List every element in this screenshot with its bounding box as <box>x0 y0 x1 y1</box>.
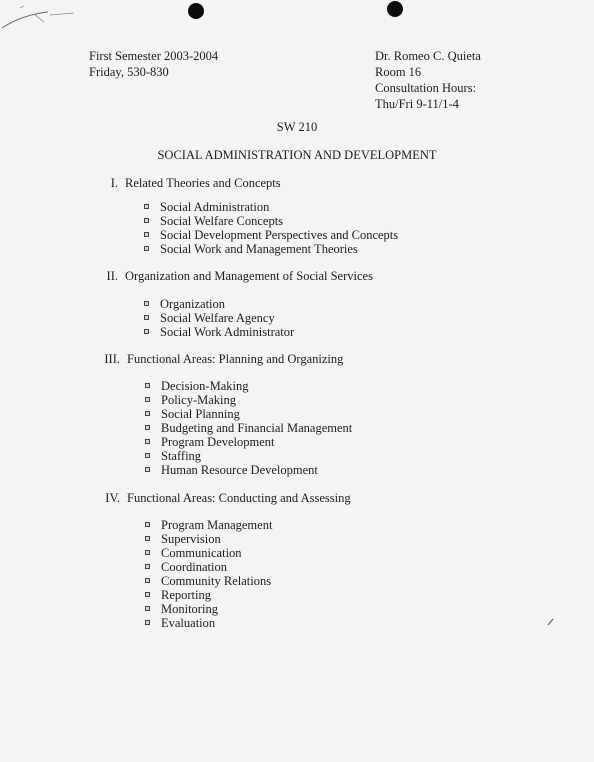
list-item: Policy-Making <box>145 393 352 407</box>
section-heading <box>0 268 373 284</box>
list-item: Social Administration <box>144 200 398 214</box>
section-heading <box>0 351 343 367</box>
section-number: II. <box>106 269 118 283</box>
square-bullet-icon <box>145 453 150 458</box>
course-code: SW 210 <box>276 120 318 134</box>
semester-line: First Semester 2003-2004 <box>89 49 219 63</box>
square-bullet-icon <box>145 592 150 597</box>
square-bullet-icon <box>145 522 150 527</box>
square-bullet-icon <box>145 467 150 472</box>
list-item: Reporting <box>145 588 272 602</box>
section-1 <box>0 175 281 191</box>
square-bullet-icon <box>145 550 150 555</box>
square-bullet-icon <box>144 329 149 334</box>
instructor-name: Dr. Romeo C. Quieta <box>375 49 481 63</box>
list-item: Decision-Making <box>145 379 352 393</box>
instructor-info <box>375 48 481 112</box>
square-bullet-icon <box>145 536 150 541</box>
list-item: Communication <box>145 546 272 560</box>
section-title: Functional Areas: Planning and Organizing <box>127 352 344 366</box>
room-line: Room 16 <box>375 65 422 79</box>
list-item: Monitoring <box>145 602 272 616</box>
list-item: Organization <box>144 297 294 311</box>
square-bullet-icon <box>145 564 150 569</box>
list-item: Social Welfare Agency <box>144 311 294 325</box>
section-heading <box>0 490 351 506</box>
square-bullet-icon <box>144 301 149 306</box>
square-bullet-icon <box>145 425 150 430</box>
square-bullet-icon <box>144 204 149 209</box>
stray-tick-mark <box>546 616 558 628</box>
section-2-list <box>144 297 294 339</box>
section-title: Organization and Management of Social Services <box>125 269 373 283</box>
square-bullet-icon <box>144 232 149 237</box>
semester-info <box>89 48 218 80</box>
punch-hole-right <box>387 1 403 17</box>
list-item: Human Resource Development <box>145 463 352 477</box>
list-item: Social Development Perspectives and Concepts <box>144 228 398 242</box>
list-item: Staffing <box>145 449 352 463</box>
list-item: Coordination <box>145 560 272 574</box>
section-4-list <box>145 518 272 630</box>
section-4 <box>0 490 351 506</box>
pen-scribble-mark <box>0 0 90 40</box>
list-item: Evaluation <box>145 616 272 630</box>
section-3 <box>0 351 343 367</box>
square-bullet-icon <box>145 411 150 416</box>
list-item: Supervision <box>145 532 272 546</box>
consultation-hours: Thu/Fri 9-11/1-4 <box>375 97 459 111</box>
list-item: Social Welfare Concepts <box>144 214 398 228</box>
square-bullet-icon <box>145 578 150 583</box>
square-bullet-icon <box>145 397 150 402</box>
section-3-list <box>145 379 352 477</box>
square-bullet-icon <box>145 383 150 388</box>
section-title: Functional Areas: Conducting and Assessing <box>127 491 351 505</box>
list-item: Community Relations <box>145 574 272 588</box>
square-bullet-icon <box>144 218 149 223</box>
square-bullet-icon <box>144 315 149 320</box>
list-item: Program Management <box>145 518 272 532</box>
square-bullet-icon <box>144 246 149 251</box>
section-number: III. <box>104 352 120 366</box>
consultation-label: Consultation Hours: <box>375 81 477 95</box>
list-item: Social Work and Management Theories <box>144 242 398 256</box>
square-bullet-icon <box>145 606 150 611</box>
section-number: I. <box>110 176 118 190</box>
section-title: Related Theories and Concepts <box>125 176 281 190</box>
square-bullet-icon <box>145 620 150 625</box>
schedule-line: Friday, 530-830 <box>89 65 169 79</box>
list-item: Social Planning <box>145 407 352 421</box>
punch-hole-left <box>188 3 204 19</box>
list-item: Budgeting and Financial Management <box>145 421 352 435</box>
section-2 <box>0 268 373 284</box>
section-heading <box>0 175 281 191</box>
square-bullet-icon <box>145 439 150 444</box>
list-item: Social Work Administrator <box>144 325 294 339</box>
course-title: SOCIAL ADMINISTRATION AND DEVELOPMENT <box>157 148 437 162</box>
section-number: IV. <box>105 491 120 505</box>
section-1-list <box>144 200 398 256</box>
list-item: Program Development <box>145 435 352 449</box>
